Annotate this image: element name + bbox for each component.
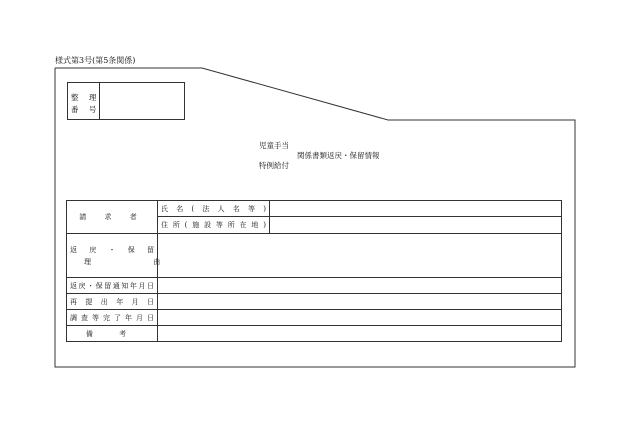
reference-number-label-line1: 整 理 (71, 93, 101, 102)
notice-date-field[interactable] (158, 278, 562, 294)
resubmit-date-field[interactable] (158, 294, 562, 310)
document-title: 関係書類返戻・保留情報 (297, 151, 380, 160)
name-field[interactable] (270, 201, 562, 217)
remarks-label: 備 考 (67, 326, 158, 342)
reference-number-box (67, 82, 185, 120)
remarks-field[interactable] (158, 326, 562, 342)
record-table (66, 200, 562, 342)
form-header: 様式第3号(第5条関係) (55, 56, 136, 65)
name-label: 氏名(法人名等) (158, 201, 270, 217)
title-prefix-line1: 児童手当 (259, 141, 289, 150)
reference-number-label-line2: 番 号 (71, 105, 101, 114)
reason-label-line2: 理 由 (84, 257, 191, 266)
address-field[interactable] (270, 217, 562, 234)
resubmit-date-label: 再 提 出 年 月 日 (67, 294, 158, 310)
title-prefix-line2: 特例給付 (259, 161, 289, 170)
reason-label-line1: 返 戻 ・ 保 留 (70, 245, 154, 254)
reason-label (67, 234, 191, 278)
survey-date-label: 調 査 等 完 了 年 月 日 (67, 310, 158, 326)
reason-field[interactable] (158, 234, 562, 278)
address-label: 住所(施設等所在地) (158, 217, 270, 234)
reference-number-label (68, 83, 100, 119)
reference-number-field[interactable] (100, 83, 184, 119)
claimant-label: 請 求 者 (67, 201, 158, 234)
notice-date-label: 返戻・保留通知年月日 (67, 278, 158, 294)
survey-date-field[interactable] (158, 310, 562, 326)
